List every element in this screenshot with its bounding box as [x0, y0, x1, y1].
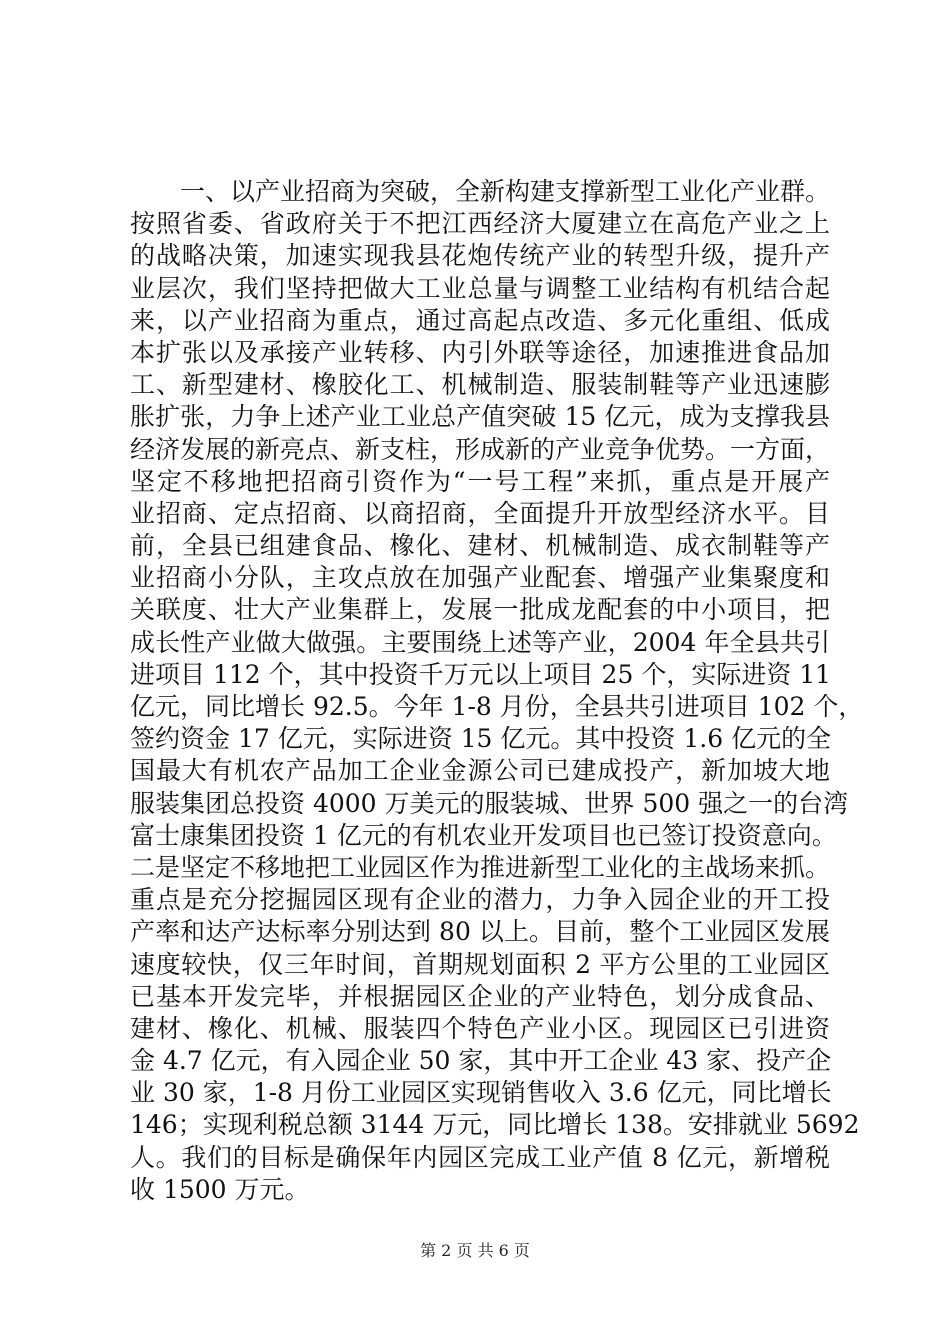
text-line: 二是坚定不移地把工业园区作为推进新型工业化的主战场来抓。: [130, 852, 831, 882]
text-line: 来，以产业招商为重点，通过高起点改造、多元化重组、低成: [130, 305, 830, 335]
text-line: 经济发展的新亮点、新支柱，形成新的产业竞争优势。一方面，: [130, 434, 831, 464]
text-line: 产率和达产达标率分别达到 80 以上。目前，整个工业园区发展: [130, 917, 830, 947]
text-line: 工、新型建材、橡胶化工、机械制造、服装制鞋等产业迅速膨: [130, 370, 830, 400]
text-line: 胀扩张，力争上述产业工业总产值突破 15 亿元，成为支撑我县: [130, 402, 830, 432]
text-line: 服装集团总投资 4000 万美元的服装城、世界 500 强之一的台湾: [130, 788, 849, 818]
text-line: 按照省委、省政府关于不把江西经济大厦建立在高危产业之上: [130, 209, 830, 239]
text-line: 的战略决策，加速实现我县花炮传统产业的转型升级，提升产: [130, 241, 830, 271]
text-line: 金 4.7 亿元，有入园企业 50 家，其中开工企业 43 家、投产企: [130, 1046, 832, 1076]
text-line: 业 30 家，1-8 月份工业园区实现销售收入 3.6 亿元，同比增长: [130, 1078, 832, 1108]
text-line: 签约资金 17 亿元，实际进资 15 亿元。其中投资 1.6 亿元的全: [130, 724, 832, 754]
text-line: 坚定不移地把招商引资作为“一号工程”来抓，重点是开展产: [130, 466, 830, 496]
text-line: 国最大有机农产品加工企业金源公司已建成投产，新加坡大地: [130, 756, 830, 786]
text-line: 建材、橡化、机械、服装四个特色产业小区。现园区已引进资: [130, 1013, 830, 1043]
text-line: 速度较快，仅三年时间，首期规划面积 2 平方公里的工业园区: [130, 949, 830, 979]
text-line: 业招商小分队，主攻点放在加强产业配套、增强产业集聚度和: [130, 563, 830, 593]
text-line: 一、以产业招商为突破，全新构建支撑新型工业化产业群。: [130, 177, 831, 206]
body-paragraph: [130, 176, 864, 1206]
text-line: 关联度、壮大产业集群上，发展一批成龙配套的中小项目，把: [130, 595, 830, 625]
text-line: 富士康集团投资 1 亿元的有机农业开发项目也已签订投资意向。: [130, 820, 837, 850]
text-line: 已基本开发完毕，并根据园区企业的产业特色，划分成食品、: [130, 981, 830, 1011]
text-line: 成长性产业做大做强。主要围绕上述等产业，2004 年全县共引: [130, 627, 830, 657]
text-line: 重点是充分挖掘园区现有企业的潜力，力争入园企业的开工投: [130, 885, 830, 915]
text-line: 人。我们的目标是确保年内园区完成工业产值 8 亿元，新增税: [130, 1142, 830, 1172]
text-line: 进项目 112 个，其中投资千万元以上项目 25 个，实际进资 11: [130, 659, 832, 689]
text-line: 业招商、定点招商、以商招商，全面提升开放型经济水平。目: [130, 498, 830, 528]
text-line: 收 1500 万元。: [130, 1174, 310, 1204]
text-line: 146；实现利税总额 3144 万元，同比增长 138。安排就业 5692: [130, 1110, 860, 1140]
text-line: 前，全县已组建食品、橡化、建材、机械制造、成衣制鞋等产: [130, 531, 830, 561]
text-line: 亿元，同比增长 92.5。今年 1-8 月份，全县共引进项目 102 个，: [130, 692, 864, 721]
text-line: 本扩张以及承接产业转移、内引外联等途径，加速推进食品加: [130, 337, 830, 367]
page-footer: 第 2 页 共 6 页: [420, 1241, 530, 1260]
text-line: 业层次，我们坚持把做大工业总量与调整工业结构有机结合起: [130, 273, 830, 303]
